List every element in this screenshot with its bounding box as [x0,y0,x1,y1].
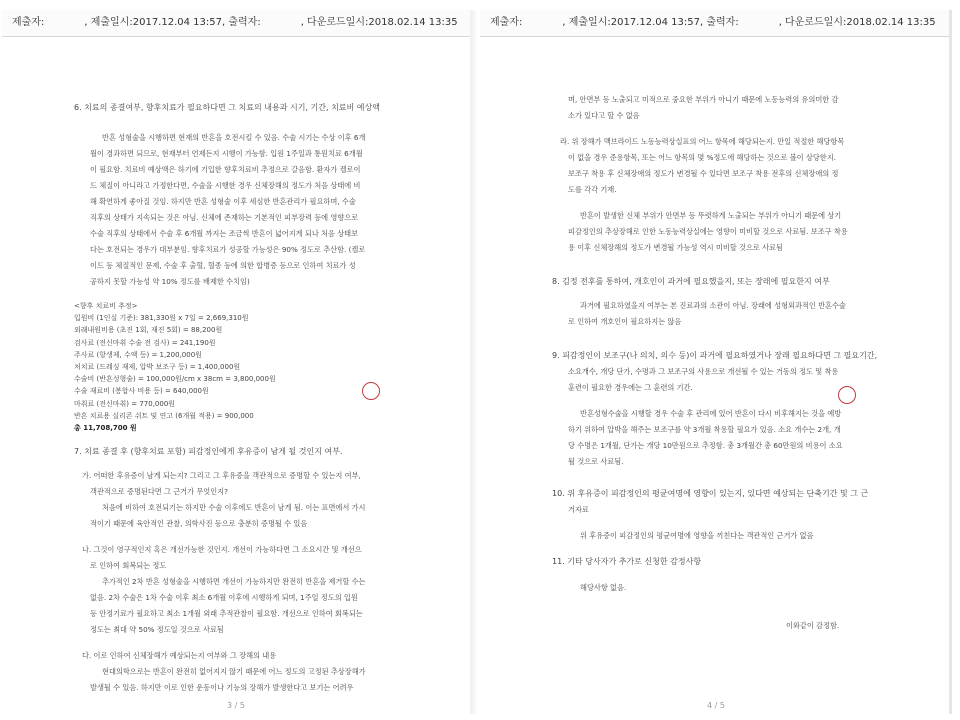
section-11-body: 해당사항 없음. [580,583,627,592]
submitter-label: 제출자: [490,17,523,28]
text-line: 처음에 비하여 호전되기는 하지만 수술 이후에도 반흔이 남게 됨. 이는 표면에서 가시 [102,503,366,513]
text-line: 적이기 때문에 육안적인 관찰, 의학사진 등으로 충분히 증명될 수 있음 [90,519,308,529]
subsection-title: 이 없을 경우 준용항목, 또는 어느 항목의 몇 %정도에 해당하는 것으로 볼이 상당한지. [568,153,836,162]
section-title-9: 훈련이 필요한 경우에는 그 훈련의 기간. [568,383,693,392]
text-line: 추가적인 2차 반흔 성형술을 시행하면 개선이 가능하지만 완전히 반흔을 제거할 수는 [102,577,366,587]
text-line: 이드 등 체질적인 문제, 수술 후 출혈, 혈종 등에 의한 합병증 등으로 인하여 치료가 성 [90,261,356,270]
page-gutter [470,10,478,714]
text-line: 정도는 최대 약 50% 정도일 것으로 사료됨 [90,625,224,635]
continued-text [480,92,952,124]
estimate-item: 처치료 (드레싱 재제, 압박 보조구 등) = 1,400,000원 [74,363,241,372]
page-body [2,90,470,696]
text-line: 해 확연하게 좋아질 것임. 하지만 반흔 성형술 이후 세심한 반흔관리가 필요하며, 수술 [90,197,356,206]
text-line: 수술 직후의 상태에서 수술 후 6개월 까지는 조금씩 반흔이 넓어지게 되나 처음 상태보 [90,229,359,238]
section-title-9: 9. 피감정인이 보조구(나 의치, 의수 등)이 과거에 필요하였거나 장래 필요하다면 그 필요기간, [552,351,878,360]
section-10-body: 위 후유증이 피감정인의 평균여명에 영향을 끼친다는 객관적인 근거가 없음 [580,531,814,540]
section-title-11: 11. 기타 당사자가 추가로 신청한 감정사항 [552,557,702,566]
subsection-title: 보조구 착용 후 신체장애의 정도가 변경될 수 있다면 보조구 착용 전후의 신체장애의 정 [568,169,839,178]
downloaded-at: , 다운로드일시:2018.02.14 13:35 [778,17,936,28]
text-line: 과거에 필요하였을지 여부는 본 진료과의 소관이 아님. 장래에 성형외과적인 반흔수술 [580,301,846,310]
section-title-9: 소요개수, 개당 단가, 수명과 그 보조구의 사용으로 개선될 수 있는 거동의 정도 및 착용 [568,367,839,376]
section-10 [480,486,952,518]
text-line: 등 안정기료가 필요하고 최소 1개월 외래 추적관찰이 필요함. 개선으로 인하여 회복되는 [90,609,363,619]
text-line: 반흔이 발생한 신체 부위가 안면부 등 뚜렷하게 노출되는 부위가 아니기 때문에 상기 [580,211,842,220]
seal-stamp-icon [838,386,856,404]
document-page-right [480,10,952,714]
page-edge [949,10,952,714]
submitter-label: 제출자: [12,17,45,28]
subsection-title: 다. 이로 인하여 신체장해가 예상되는지 여부와 그 장해의 내용 [82,651,277,661]
section-title-10: 10. 위 후유증이 피감정인의 평균여명에 영향이 있는지, 있다면 예상되는 단축기간 및 그 근 [552,489,869,498]
section-title-10: 거자료 [568,505,589,514]
section-9-body [480,406,952,470]
text-line: 드 체질이 아니라고 가정한다면, 수술을 시행한 경우 신체장해의 정도가 처음 상태에 비 [90,181,361,190]
subsection-title: 로 인하여 회복되는 정도 [90,561,167,571]
estimate-item: 입원비 (1인실 기준): 381,330원 x 7일 = 2,669,310원 [74,314,249,323]
text-line: 직후의 상태가 지속되는 것은 아님. 신체에 존재하는 기본적인 피부장력 등에 영향으로 [90,213,359,222]
subsection-title: 라. 위 장해가 맥브라이드 노동능력상실표의 어느 항목에 해당되는지. 만일 적절한 해당항목 [560,137,845,146]
estimate-total: 총 11,708,700 원 [74,424,137,433]
page-header [480,10,952,37]
section-title-7: 7. 치료 종결 후 (향후치료 포함) 피감정인에게 후유증이 남게 될 것인지 여부. [74,447,343,457]
text-line: 현대의학으로는 반흔이 완전히 없어지지 않기 때문에 어느 정도의 고정된 추상장해가 [102,667,366,677]
text-line: 될 것으로 사료됨. [568,457,624,466]
document-page-left [2,10,470,714]
page-number: 3 / 5 [227,701,245,710]
text-line: 다는 호전되는 경우가 대부분임. 향후치료가 성공할 가능성은 90% 정도로 추산함. (켈로 [90,245,366,254]
section-8-body [480,298,952,330]
submitted-at: , 제출일시:2017.12.04 13:57, 출력자: [84,17,261,28]
downloaded-at: , 다운로드일시:2018.02.14 13:35 [300,17,458,28]
estimate-item: 검사료 (전신마취 수술 전 검사) = 241,190원 [74,338,216,347]
text-line: 이 필요함. 치료비 예상액은 하기에 기입한 향후치료비 추정으로 갈음함. 환자가 켈로이 [90,165,361,174]
section-7a [2,468,470,532]
text-line: 피감정인의 추상장해로 인한 노동능력상실에는 영향이 미비할 것으로 사료됨. 보조구 착용 [568,227,848,236]
text-line: 반흔성형수술을 시행할 경우 수술 후 관리에 있어 반흔이 다시 비후해지는 것을 예방 [580,409,842,418]
estimate-item: 마취료 (전신마취) = 770,000원 [74,399,176,408]
section-7b [2,542,470,638]
text-line: 월이 경과하면 되므로, 현재부터 언제든지 시행이 가능함. 입원 1주일과 통원치료 6개월 [90,149,363,158]
estimate-title: <향후 치료비 추정> [74,302,138,310]
subsection-title: 객관적으로 증명된다면 그 근거가 무엇인지? [90,487,228,497]
estimate-item: 주사료 (항생제, 수액 등) = 1,200,000원 [74,350,202,359]
text-line: 반흔 성형술을 시행하면 현재의 반흔을 호전시킬 수 있음. 수술 시기는 수상 이후 6개 [102,133,366,142]
section-title-8: 8. 김정 전후를 통하여, 개호인이 과거에 필요했을지, 또는 장래에 필요한지 여부 [552,277,830,286]
text-line: 로 인하여 개호인이 필요하지는 않음 [568,317,682,326]
closing-statement: 이와같이 감정함. [786,621,840,630]
text-line: 용 이후 신체장해의 정도가 변경될 가능성 역시 미비할 것으로 사료됨 [568,243,783,252]
estimate-item: 수술 재료비 (봉합사 비용 등) = 640,000원 [74,387,209,396]
subsection-title: 가. 어떠한 후유증이 남게 되는지? 그리고 그 후유증을 객관적으로 증명할 수 있는지 여부, [82,471,361,481]
seal-stamp-icon [362,382,380,400]
treatment-estimate [2,300,470,434]
text-line: 며, 안면부 등 노출되고 미적으로 중요한 부위가 아니기 때문에 노동능력의 유의미한 감 [568,95,839,104]
subsection-title: 나. 그것이 영구적인지 혹은 개선가능한 것인지. 개선이 가능하다면 그 소요시간 및 개선으 [82,545,362,555]
text-line: 소가 있다고 할 수 없음 [568,111,640,120]
section-6-paragraph [2,130,470,290]
section-7d [480,134,952,198]
submitted-at: , 제출일시:2017.12.04 13:57, 출력자: [562,17,739,28]
estimate-item: 반흔 치료용 실리콘 쉬트 및 연고 (6개월 적용) = 900,000 [74,411,254,420]
section-7c [2,648,470,696]
page-header [2,10,470,37]
text-line: 없음. 2차 수술은 1차 수술 이후 최소 6개월 이후에 시행하게 되며, 1주일 정도의 입원 [90,593,358,603]
estimate-item: 수술비 (반흔성형술) = 100,000원/cm x 38cm = 3,800,000원 [74,375,276,384]
page-body [480,90,952,634]
page-number: 4 / 5 [707,701,725,710]
estimate-item: 외래내원비용 (초진 1회, 재진 5회) = 88,200원 [74,326,223,335]
subsection-title: 도를 각각 기재. [568,185,617,194]
section-title-6: 6. 치료의 종결여부, 향후치료가 필요하다면 그 치료의 내용과 시기, 기간, 치료비 예상액 [74,103,380,112]
text-line: 발생될 수 있음. 하지만 이로 인한 운동이나 기능의 장해가 발생한다고 보기는 어려우 [90,683,354,693]
text-line: 공하지 못할 가능성 약 10% 정도를 배제한 수치임) [90,277,250,286]
section-7d-body [480,208,952,256]
text-line: 당 수명은 1개월, 단가는 개당 10만원으로 추정함. 총 3개월간 총 60만원의 비용이 소요 [568,441,843,450]
section-9 [480,348,952,396]
text-line: 하기 위하여 압박을 해주는 보조구를 약 3개월 착용할 필요가 있음. 소요 개수는 2개, 개 [568,425,841,434]
